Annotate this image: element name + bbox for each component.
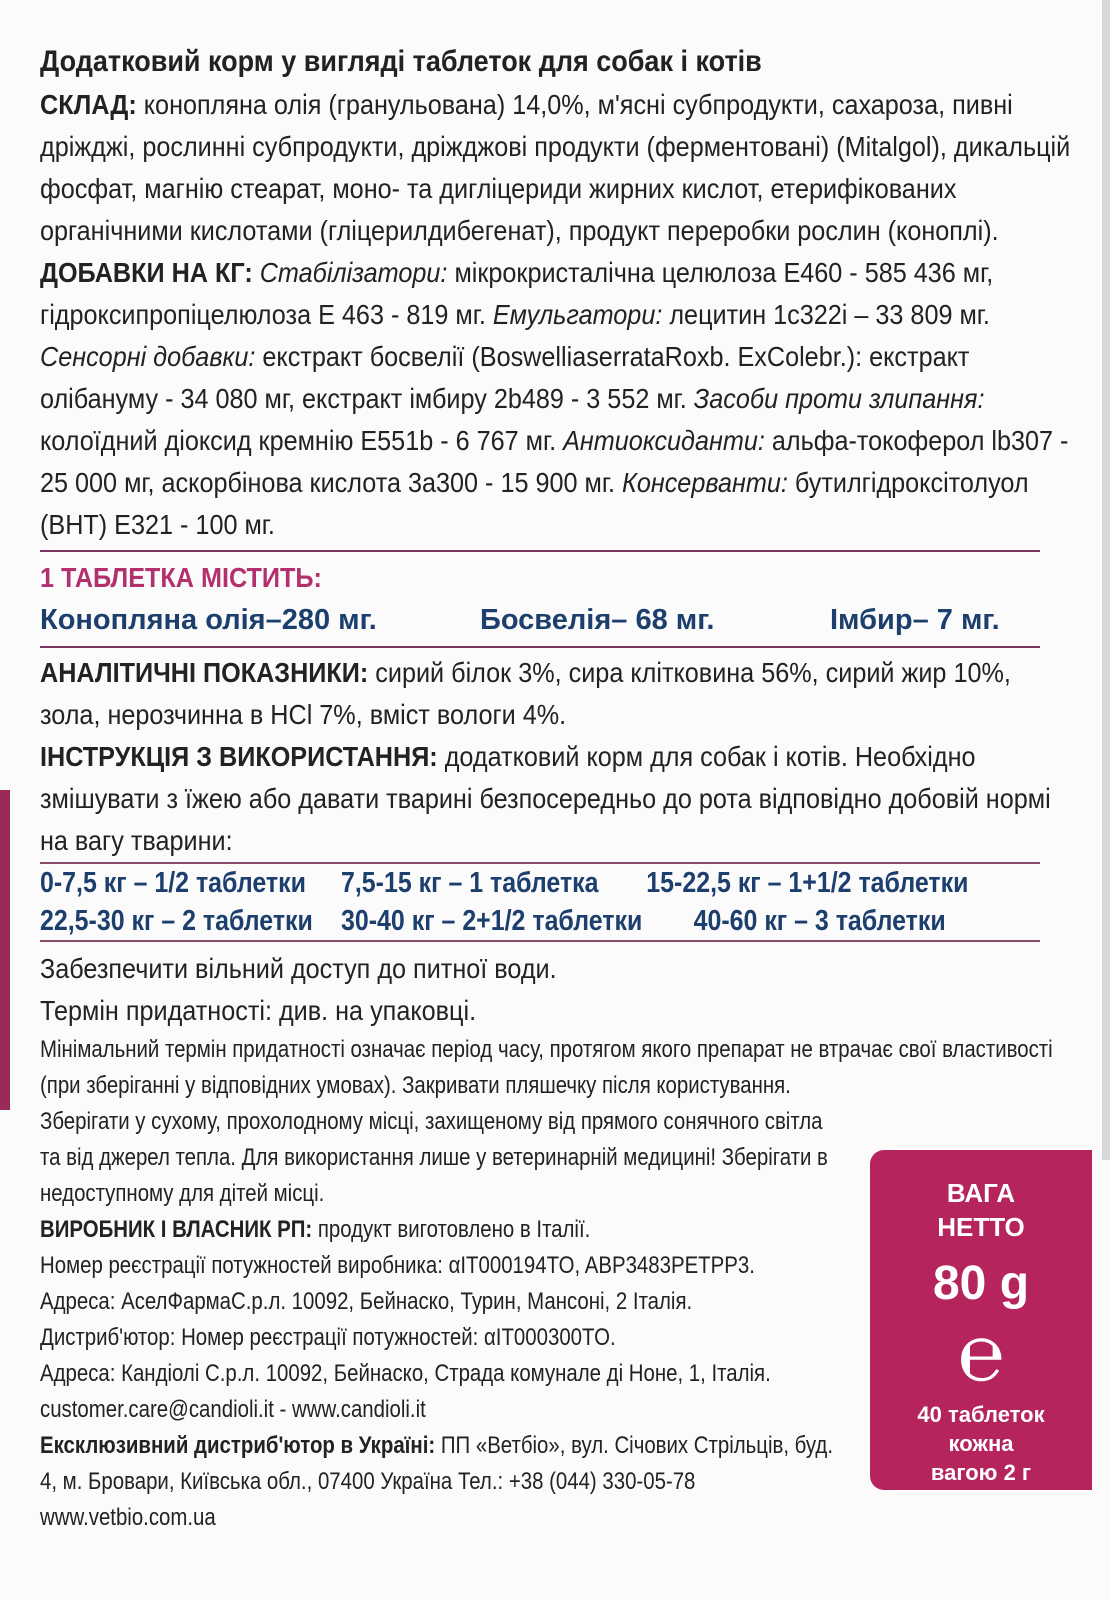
manufacturer-label: ВИРОБНИК І ВЛАСНИК РП:: [40, 1216, 313, 1243]
dosage-cell: 30-40 кг – 2+1/2 таблетки: [341, 905, 643, 937]
instructions-text: додатковий корм для собак і котів. Необхідно змішувати з їжею або давати тварині безпосередньо до рота відповідно добовій нормі на вагу тварини:: [40, 741, 1051, 856]
min-shelf-note: Мінімальний термін придатності означає період часу, протягом якого препарат не втрачає свої властивості (при зберіганні у відповідних умовах). Закривати пляшечку після користування.: [40, 1036, 1053, 1099]
sensory-label: Сенсорні добавки:: [40, 341, 256, 372]
exclusive-label: Ексклюзивний дистриб'ютор в Україні:: [40, 1432, 436, 1459]
tablet-weight-1: кожна: [948, 1431, 1014, 1456]
divider: [40, 940, 1040, 942]
tablet-weight-2: вагою 2 г: [930, 1460, 1032, 1485]
antioxidants-text: альфа-токоферол lb307 - 25 000 мг, аскорбінова кислота 3а300 - 15 900 мг.: [40, 425, 1069, 498]
storage-note: Зберігати у сухому, прохолодному місці, захищеному від прямого сонячного світла та від джерел тепла. Для використання лише у ветеринарній медицині! Зберігати в недоступному для дітей місці.: [40, 1108, 828, 1207]
dosage-cell: 7,5-15 кг – 1 таблетка: [341, 867, 599, 899]
manufacturer-address: Адреса: АселФармаС.р.л. 10092, Бейнаско, Турин, Мансоні, 2 Італія.: [40, 1288, 693, 1315]
net-weight-label-1: ВАГА: [946, 1178, 1016, 1208]
analytics-label: АНАЛІТИЧНІ ПОКАЗНИКИ:: [40, 657, 369, 688]
estimated-sign-icon: ℮: [957, 1308, 1005, 1399]
composition-label: СКЛАД:: [40, 89, 137, 120]
anticaking-text: колоїдний діоксид кремнію Е551b - 6 767 мг.: [40, 425, 564, 456]
stabilizers-text: мікрокристалічна целюлоза Е460 - 585 436 мг, гідроксипропіцелюлоза Е 463 - 819 мг.: [40, 257, 994, 330]
emulsifiers-text: лецитин 1с322і – 33 809 мг.: [662, 299, 990, 330]
preservatives-label: Консерванти:: [621, 467, 788, 498]
tablet-item-boswellia: Босвелія– 68 мг.: [480, 604, 715, 636]
tablet-count: 40 таблеток: [917, 1402, 1045, 1427]
tablet-contents: [40, 598, 1072, 642]
anticaking-label: Засоби проти злипання:: [693, 383, 985, 414]
antioxidants-label: Антиоксиданти:: [563, 425, 765, 456]
net-weight-value: 80 g: [932, 1257, 1030, 1310]
exclusive-text: ПП «Ветбіо», вул. Січових Стрільців, буд. 4, м. Бровари, Київська обл., 07400 Україна Тел.: +38 (044) 330-05-78 www.vetbio.com.ua: [40, 1432, 833, 1531]
instructions-label: ІНСТРУКЦІЯ З ВИКОРИСТАННЯ:: [40, 741, 438, 772]
sensory-text: екстракт босвелії (BoswelliaserrataRoxb. ExColebr.): екстракт олібануму - 34 080 мг, екстракт імбиру 2b489 - 3 552 мг.: [40, 341, 970, 414]
additives-label: ДОБАВКИ НА КГ:: [40, 257, 253, 288]
distributor-reg: Дистриб'ютор: Номер реєстрації потужностей: αIT000300TO.: [40, 1324, 616, 1351]
dosage-cell: 15-22,5 кг – 1+1/2 таблетки: [646, 867, 969, 899]
dosage-cell: 40-60 кг – 3 таблетки: [693, 905, 946, 937]
composition-paragraph: [40, 84, 1072, 252]
divider: [40, 550, 1040, 552]
dosage-table: [40, 864, 1046, 940]
contacts: customer.care@candioli.it - www.candioli.it: [40, 1396, 426, 1423]
dosage-cell: 0-7,5 кг – 1/2 таблетки: [40, 867, 306, 899]
dosage-row: [40, 902, 1046, 940]
stabilizers-label: Стабілізатори:: [259, 257, 448, 288]
package-side-shadow: [1102, 0, 1110, 1160]
tablet-item-ginger: Імбир– 7 мг.: [830, 604, 1000, 636]
tablet-heading: 1 ТАБЛЕТКА МІСТИТЬ:: [40, 562, 322, 593]
composition-text: конопляна олія (гранульована) 14,0%, м'ясні субпродукти, сахароза, пивні дріжджі, рослинні субпродукти, дріжджові продукти (ферментовані) (Mitalgol), дикальцій фосфат, магнію стеарат, моно- та дигліцериди жирних кислот, етерифікованих органічними кислотами (гліцерилдибегенат), продукт переробки рослин (коноплі).: [40, 89, 1071, 246]
additives-paragraph: [40, 252, 1072, 546]
product-title: Додатковий корм у вигляді таблеток для собак і котів: [40, 45, 762, 78]
net-weight-label-2: НЕТТО: [937, 1212, 1025, 1242]
emulsifiers-label: Емульгатори:: [492, 299, 663, 330]
package-edge-strip: [0, 790, 10, 1110]
water-note: Забезпечити вільний доступ до питної води.: [40, 953, 557, 984]
manufacturer-reg: Номер реєстрації потужностей виробника: αIT000194TO, ABP3483PETPP3.: [40, 1252, 755, 1279]
net-weight-badge: [870, 1150, 1092, 1490]
dosage-cell: 22,5-30 кг – 2 таблетки: [40, 905, 313, 937]
analytics-text: сирий білок 3%, сира клітковина 56%, сирий жир 10%, зола, нерозчинна в HCl 7%, вміст вологи 4%.: [40, 657, 1011, 730]
manufacturer-text: продукт виготовлено в Італії.: [312, 1216, 591, 1243]
dosage-row: [40, 864, 1046, 902]
divider: [40, 646, 1040, 648]
shelf-life: Термін придатності: див. на упаковці.: [40, 995, 477, 1026]
instructions-paragraph: [40, 736, 1072, 862]
distributor-address: Адреса: Кандіолі С.р.л. 10092, Бейнаско, Страда комунале ді Ноне, 1, Італія.: [40, 1360, 771, 1387]
preservatives-text: бутилгідроксітолуол (ВНТ) Е321 - 100 мг.: [40, 467, 1029, 540]
analytics-paragraph: [40, 652, 1072, 736]
exclusive-distributor: [40, 1428, 852, 1536]
tablet-item-hemp-oil: Конопляна олія–280 мг.: [40, 604, 377, 636]
